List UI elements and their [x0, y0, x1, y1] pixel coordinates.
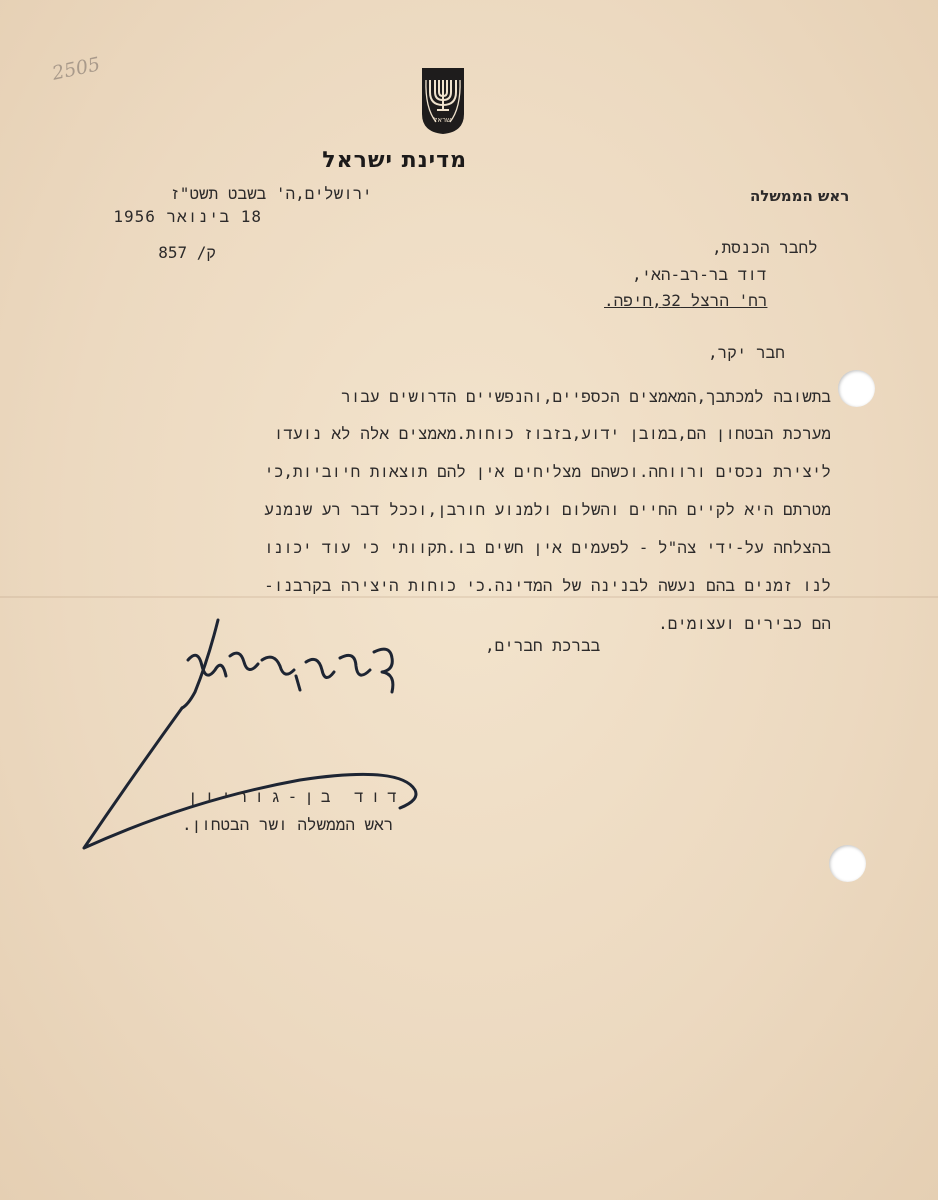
- body-line-6: לנו זמנים בהם נעשה לבנינה של המדינה.כי כוחות היצירה בקרבנו-: [264, 576, 831, 595]
- recipient-line-1: לחבר הכנסת,: [712, 238, 818, 257]
- punch-hole-top: [838, 370, 875, 407]
- body-line-1: בתשובה למכתבך,המאמצים הכספיים,והנפשיים הדרושים עבור: [341, 387, 831, 406]
- body-line-3: ליצירת נכסים ורווחה.וכשהם מצליחים אין להם תוצאות חיוביות,כי: [264, 462, 831, 481]
- body-line-4: מטרתם היא לקיים החיים והשלום ולמנוע חורבן,וככל דבר רע שנמנע: [264, 500, 831, 519]
- greeting: חבר יקר,: [708, 343, 785, 362]
- body-line-7: הם כבירים ועצומים.: [658, 614, 831, 633]
- state-emblem-icon: [420, 66, 466, 136]
- emblem-text: ישראל: [433, 116, 453, 124]
- recipient-address: רח' הרצל 32,חיפה.: [604, 291, 768, 310]
- reference-number: 857 /ק: [158, 243, 216, 262]
- gregorian-date: 18 בינואר 1956: [113, 207, 262, 226]
- recipient-line-2: דוד בר-רב-האי,: [632, 265, 767, 284]
- state-name: מדינת ישראל: [322, 148, 467, 173]
- typed-signature-title: ראש הממשלה ושר הבטחון.: [182, 815, 394, 834]
- punch-hole-bottom: [829, 845, 866, 882]
- typed-signature-name: דוד בן-גוריון: [188, 787, 404, 806]
- hebrew-date: ירושלים,ה' בשבט תשט"ז: [170, 184, 372, 203]
- pencil-annotation: 2505: [50, 53, 103, 85]
- body-line-2: מערכת הבטחון הם,במובן ידוע,בזבוז כוחות.מאמצים אלה לא נועדו: [273, 424, 831, 443]
- closing: בברכת חברים,: [485, 636, 601, 655]
- office-title: ראש הממשלה: [750, 187, 850, 205]
- paper-fold-line: [0, 596, 938, 598]
- body-line-5: בהצלחה על-ידי צה"ל - לפעמים אין חשים בו.תקוותי כי עוד יכונו: [264, 538, 831, 557]
